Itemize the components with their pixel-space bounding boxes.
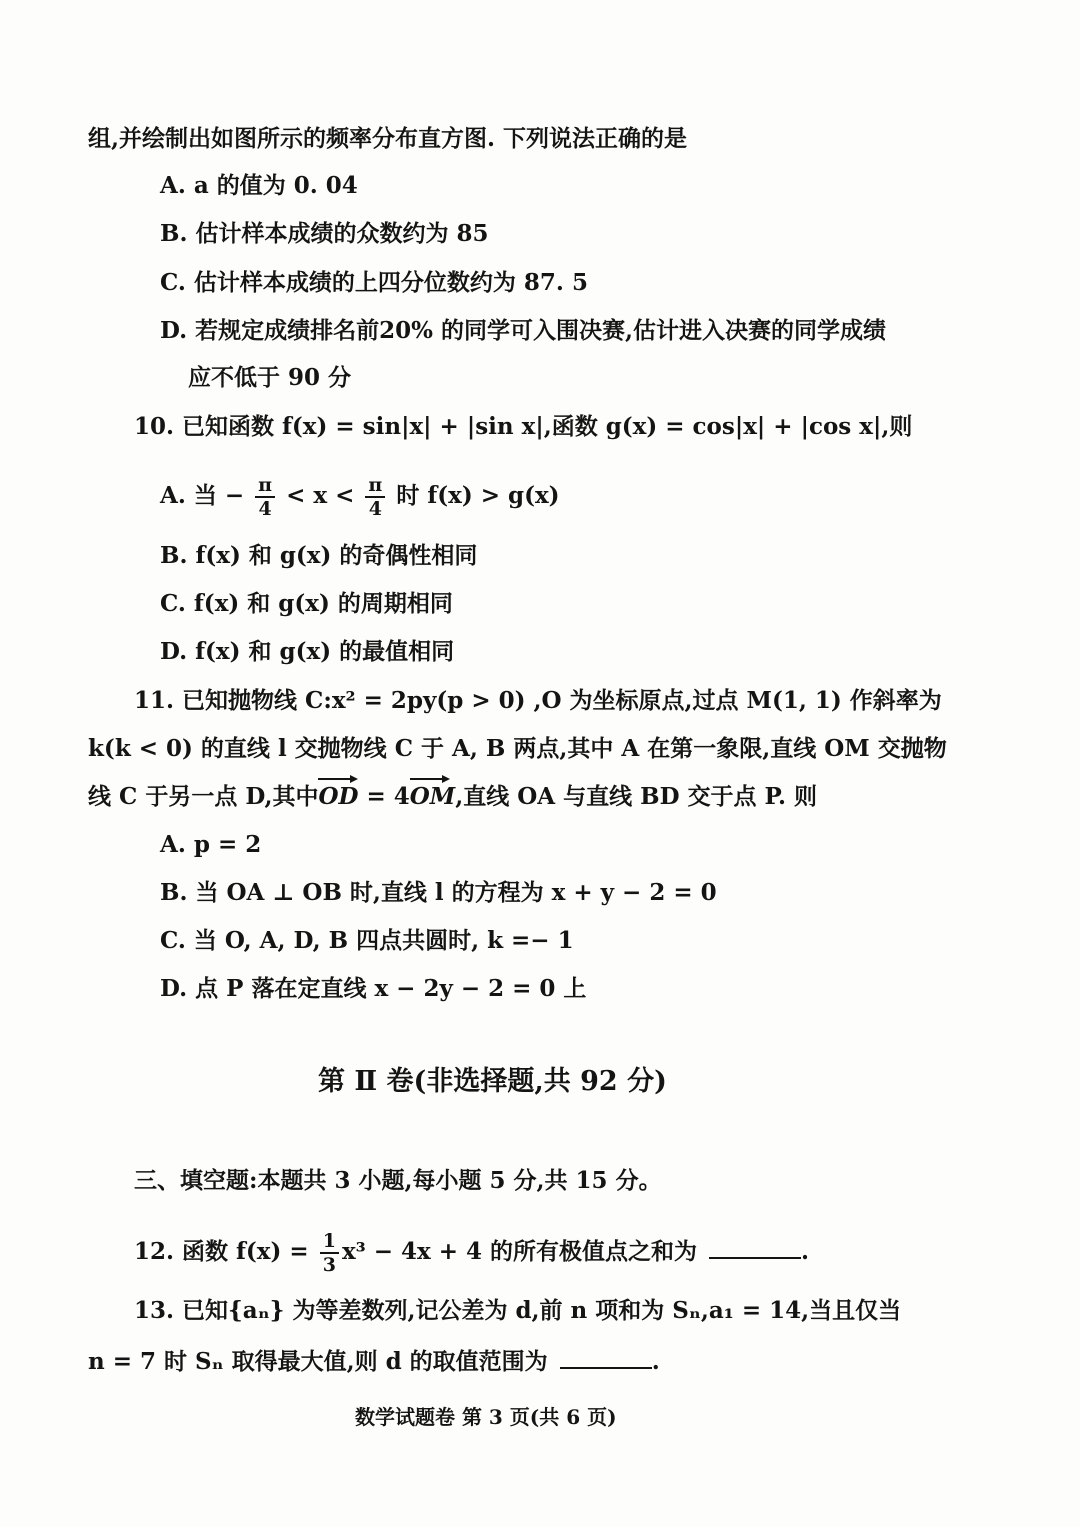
q10-fraction-2 bbox=[365, 474, 385, 520]
q10-option-b: B. f(x) 和 g(x) 的奇偶性相同 bbox=[160, 542, 478, 569]
answer-blank[interactable] bbox=[709, 1235, 801, 1259]
q12-end: . bbox=[801, 1238, 810, 1265]
fraction-numerator: 1 bbox=[320, 1230, 339, 1254]
section-heading: 三、填空题:本题共 3 小题,每小题 5 分,共 15 分。 bbox=[134, 1167, 662, 1194]
q9-option-d-line1: D. 若规定成绩排名前20% 的同学可入围决赛,估计进入决赛的同学成绩 bbox=[160, 317, 887, 344]
fraction-numerator: π bbox=[255, 474, 275, 498]
q9-option-c: C. 估计样本成绩的上四分位数约为 87. 5 bbox=[160, 269, 588, 296]
q11-line2: k(k < 0) 的直线 l 交抛物线 C 于 A, B 两点,其中 A 在第一象限,直线 OM 交抛物 bbox=[88, 735, 947, 762]
q12-fraction bbox=[320, 1230, 339, 1276]
answer-blank[interactable] bbox=[560, 1345, 652, 1369]
vector-om bbox=[410, 782, 456, 812]
q12 bbox=[134, 1230, 809, 1276]
q10-option-a-prefix: A. 当 − bbox=[160, 482, 245, 509]
page-footer: 数学试题卷 第 3 页(共 6 页) bbox=[355, 1405, 617, 1429]
q11-option-a: A. p = 2 bbox=[160, 831, 262, 858]
fraction-denominator: 3 bbox=[322, 1254, 336, 1276]
q9-option-d-line2: 应不低于 90 分 bbox=[188, 364, 352, 391]
q10-stem: 10. 已知函数 f(x) = sin|x| + |sin x|,函数 g(x) = cos|x| + |cos x|,则 bbox=[134, 413, 913, 440]
q13-line2 bbox=[88, 1345, 660, 1377]
vector-od-label: OD bbox=[318, 783, 359, 810]
q9-option-b: B. 估计样本成绩的众数约为 85 bbox=[160, 220, 489, 247]
q10-fraction-1 bbox=[255, 474, 275, 520]
q10-option-a-middle: < x < bbox=[286, 482, 355, 509]
vector-od bbox=[318, 782, 358, 812]
section-title: 第 Ⅱ 卷(非选择题,共 92 分) bbox=[318, 1066, 667, 1097]
q12-prefix: 12. 函数 f(x) = bbox=[134, 1238, 309, 1265]
q10-option-a bbox=[160, 474, 560, 520]
q9-intro: 组,并绘制出如图所示的频率分布直方图. 下列说法正确的是 bbox=[88, 125, 688, 152]
fraction-denominator: 4 bbox=[258, 498, 272, 520]
q11-option-d: D. 点 P 落在定直线 x − 2y − 2 = 0 上 bbox=[160, 975, 587, 1002]
q9-option-a: A. a 的值为 0. 04 bbox=[160, 172, 358, 199]
q11-option-b: B. 当 OA ⊥ OB 时,直线 l 的方程为 x + y − 2 = 0 bbox=[160, 879, 717, 906]
q11-line3-prefix: 线 C 于另一点 D,其中 bbox=[88, 783, 319, 810]
vector-arrow-icon bbox=[318, 775, 358, 783]
q12-suffix: x³ − 4x + 4 的所有极值点之和为 bbox=[341, 1238, 698, 1265]
q11-equals: = 4 bbox=[358, 783, 410, 810]
q10-option-a-suffix: 时 f(x) > g(x) bbox=[396, 482, 560, 509]
q11-line1: 11. 已知抛物线 C:x² = 2py(p > 0) ,O 为坐标原点,过点 M(1, 1) 作斜率为 bbox=[134, 687, 942, 714]
q11-line3-suffix: ,直线 OA 与直线 BD 交于点 P. 则 bbox=[455, 783, 818, 810]
q10-option-c: C. f(x) 和 g(x) 的周期相同 bbox=[160, 590, 453, 617]
vector-om-label: OM bbox=[409, 783, 456, 810]
q11-option-c: C. 当 O, A, D, B 四点共圆时, k =− 1 bbox=[160, 927, 574, 954]
q10-option-d: D. f(x) 和 g(x) 的最值相同 bbox=[160, 638, 455, 665]
fraction-numerator: π bbox=[365, 474, 385, 498]
vector-arrow-icon bbox=[410, 775, 450, 783]
q11-line3 bbox=[88, 782, 817, 812]
q13-line1: 13. 已知{aₙ} 为等差数列,记公差为 d,前 n 项和为 Sₙ,a₁ = 14,当且仅当 bbox=[134, 1297, 902, 1324]
q13-end: . bbox=[651, 1348, 660, 1375]
q13-line2-text: n = 7 时 Sₙ 取得最大值,则 d 的取值范围为 bbox=[88, 1348, 548, 1375]
fraction-denominator: 4 bbox=[368, 498, 382, 520]
